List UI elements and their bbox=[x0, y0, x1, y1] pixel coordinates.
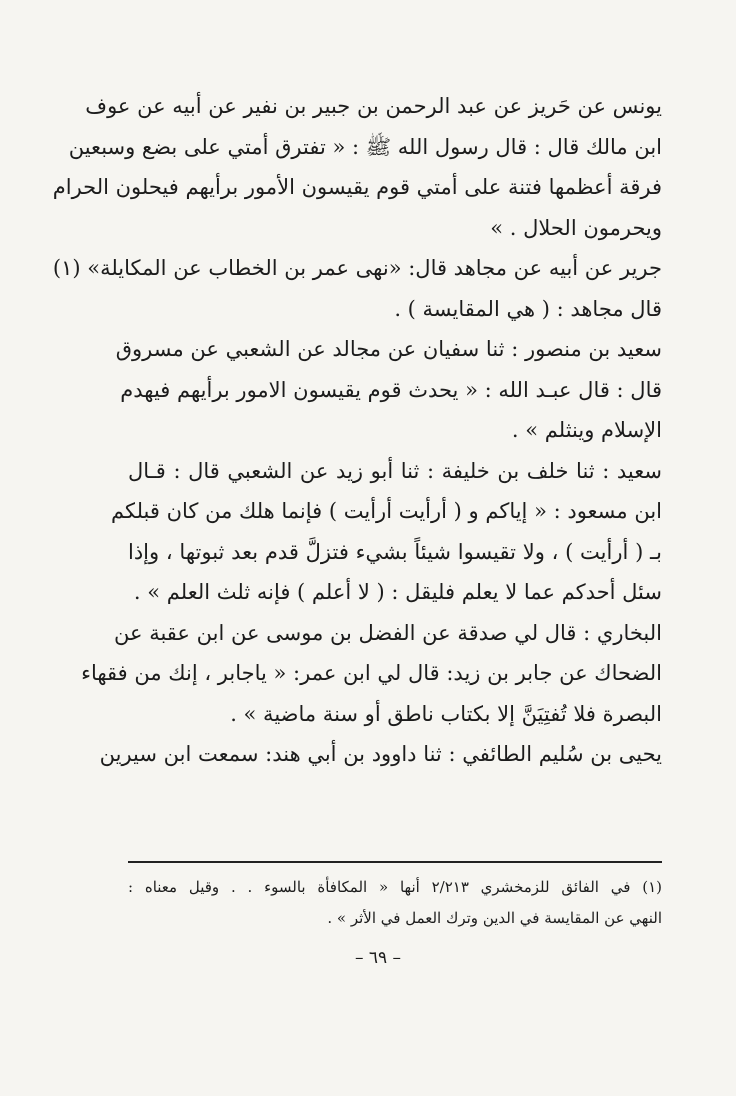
text-line: سئل أحدكم عما لا يعلم فليقل : ( لا أعلم ) فإنه ثلث العلم » . bbox=[133, 580, 662, 604]
text-line: يحيى بن سُليم الطائفي : ثنا داوود بن أبي هند: سمعت ابن سيرين bbox=[99, 742, 662, 766]
text-line: بـ ( أرأيت ) ، ولا تقيسوا شيئاً بشيء فتزلَّ قدم بعد ثبوتها ، وإذا bbox=[128, 539, 662, 564]
text-line: يونس عن حَريز عن عبد الرحمن بن جبير بن نفير عن أبيه عن عوف bbox=[85, 94, 662, 118]
page-number: – ٦٩ – bbox=[354, 948, 402, 968]
text-line: سعيد : ثنا خلف بن خليفة : ثنا أبو زيد عن الشعبي قال : قـال bbox=[128, 458, 662, 483]
text-line: الإسلام وينثلم » . bbox=[511, 418, 662, 442]
footnote-divider bbox=[128, 861, 662, 863]
text-line: ابن مالك قال : قال رسول الله ﷺ : « تفترق أمتي على بضع وسبعين bbox=[68, 134, 662, 159]
text-line: قال مجاهد : ( هي المقايسة ) . bbox=[394, 296, 662, 321]
text-line: البصرة فلا تُفتِيَنَّ إلا بكتاب ناطق أو سنة ماضية » . bbox=[230, 701, 662, 726]
main-text-block bbox=[52, 86, 662, 775]
text-line: سعيد بن منصور : ثنا سفيان عن مجالد عن الشعبي عن مسروق bbox=[115, 337, 662, 361]
footnote-line: النهي عن المقايسة في الدين وترك العمل في الأثر » . bbox=[327, 909, 662, 927]
text-line: الضحاك عن جابر بن زيد: قال لي ابن عمر: « ياجابر ، إنك من فقهاء bbox=[81, 661, 662, 685]
footnote-line: (١) في الفائق للزمخشري ٢/٢١٣ أنها « المكافأة بالسوء . . وقيل معناه : bbox=[128, 878, 662, 896]
footnote-block bbox=[128, 872, 662, 934]
text-line: البخاري : قال لي صدقة عن الفضل بن موسى عن ابن عقبة عن bbox=[114, 620, 662, 645]
text-line: قال : قال عبـد الله : « يحدث قوم يقيسون الامور برأيهم فيهدم bbox=[120, 377, 662, 402]
text-line: ابن مسعود : « إياكم و ( أرأيت أرأيت ) فإنما هلك من كان قبلكم bbox=[111, 499, 662, 523]
text-line: فرقة أعظمها فتنة على أمتي قوم يقيسون الأمور برأيهم فيحلون الحرام bbox=[52, 175, 662, 199]
text-line: ويحرمون الحلال . » bbox=[490, 215, 662, 240]
text-line: جرير عن أبيه عن مجاهد قال: «نهى عمر بن الخطاب عن المكايلة» (١) bbox=[52, 256, 662, 280]
